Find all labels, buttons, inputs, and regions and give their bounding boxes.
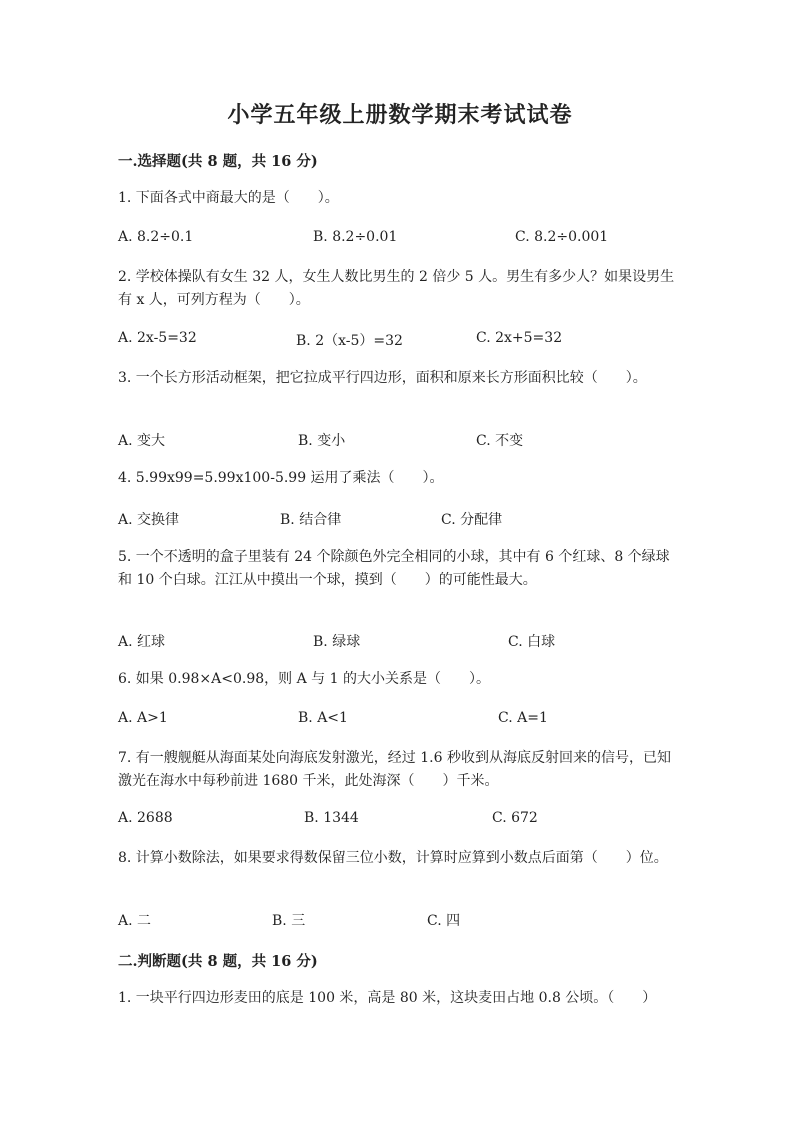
section-heading-choice: 一.选择题(共 8 题，共 16 分) (118, 153, 318, 170)
question-4: 4. 5.99x99=5.99x100-5.99 运用了乘法（ ）。 (118, 470, 444, 486)
question-3-option-c: C. 不变 (476, 433, 524, 449)
question-8-option-c: C. 四 (427, 913, 461, 929)
question-4-option-b: B. 结合律 (280, 512, 342, 528)
question-6: 6. 如果 0.98×A<0.98，则 A 与 1 的大小关系是（ ）。 (118, 671, 490, 687)
question-3-option-a: A. 变大 (118, 433, 166, 449)
question-1: 1. 下面各式中商最大的是（ ）。 (118, 190, 339, 206)
question-3-option-b: B. 变小 (298, 433, 346, 449)
question-6-option-b: B. A<1 (298, 710, 348, 726)
question-1-option-c: C. 8.2÷0.001 (515, 229, 609, 245)
question-2-option-c: C. 2x+5=32 (476, 330, 563, 346)
question-7-option-a: A. 2688 (118, 810, 173, 826)
question-7: 7. 有一艘舰艇从海面某处向海底发射激光，经过 1.6 秒收到从海底反射回来的信号，已知激光在海水中每秒前进 1680 千米，此处海深（ ）千米。 (118, 750, 671, 789)
section-heading-judgement: 二.判断题(共 8 题，共 16 分) (118, 953, 318, 970)
question-4-option-a: A. 交换律 (118, 512, 180, 528)
judgement-question-1: 1. 一块平行四边形麦田的底是 100 米，高是 80 米，这块麦田占地 0.8 公顷。（ ） (118, 990, 657, 1006)
question-6-option-a: A. A>1 (118, 710, 168, 726)
question-5-option-b: B. 绿球 (313, 634, 361, 650)
question-5-option-c: C. 白球 (508, 634, 556, 650)
question-5: 5. 一个不透明的盒子里装有 24 个除颜色外完全相同的小球，其中有 6 个红球、8 个绿球和 10 个白球。江江从中摸出一个球，摸到（ ）的可能性最大。 (118, 549, 670, 588)
question-3: 3. 一个长方形活动框架，把它拉成平行四边形，面积和原来长方形面积比较（ ）。 (118, 370, 647, 386)
question-5-option-a: A. 红球 (118, 634, 166, 650)
question-6-option-c: C. A=1 (498, 710, 548, 726)
question-8-option-b: B. 三 (272, 913, 306, 929)
question-4-option-c: C. 分配律 (441, 512, 503, 528)
question-7-option-b: B. 1344 (304, 810, 359, 826)
question-1-option-b: B. 8.2÷0.01 (313, 229, 398, 245)
question-8-option-a: A. 二 (118, 913, 152, 929)
question-2-option-a: A. 2x-5=32 (118, 330, 197, 346)
question-8: 8. 计算小数除法，如果要求得数保留三位小数，计算时应算到小数点后面第（ ）位。 (118, 850, 668, 866)
question-7-option-c: C. 672 (492, 810, 538, 826)
question-1-option-a: A. 8.2÷0.1 (118, 229, 194, 245)
page-title: 小学五年级上册数学期末考试试卷 (227, 102, 573, 128)
question-2: 2. 学校体操队有女生 32 人，女生人数比男生的 2 倍少 5 人。男生有多少人？如果设男生有 x 人，可列方程为（ ）。 (118, 269, 675, 308)
question-2-option-b: B. 2（x-5）=32 (296, 333, 403, 349)
